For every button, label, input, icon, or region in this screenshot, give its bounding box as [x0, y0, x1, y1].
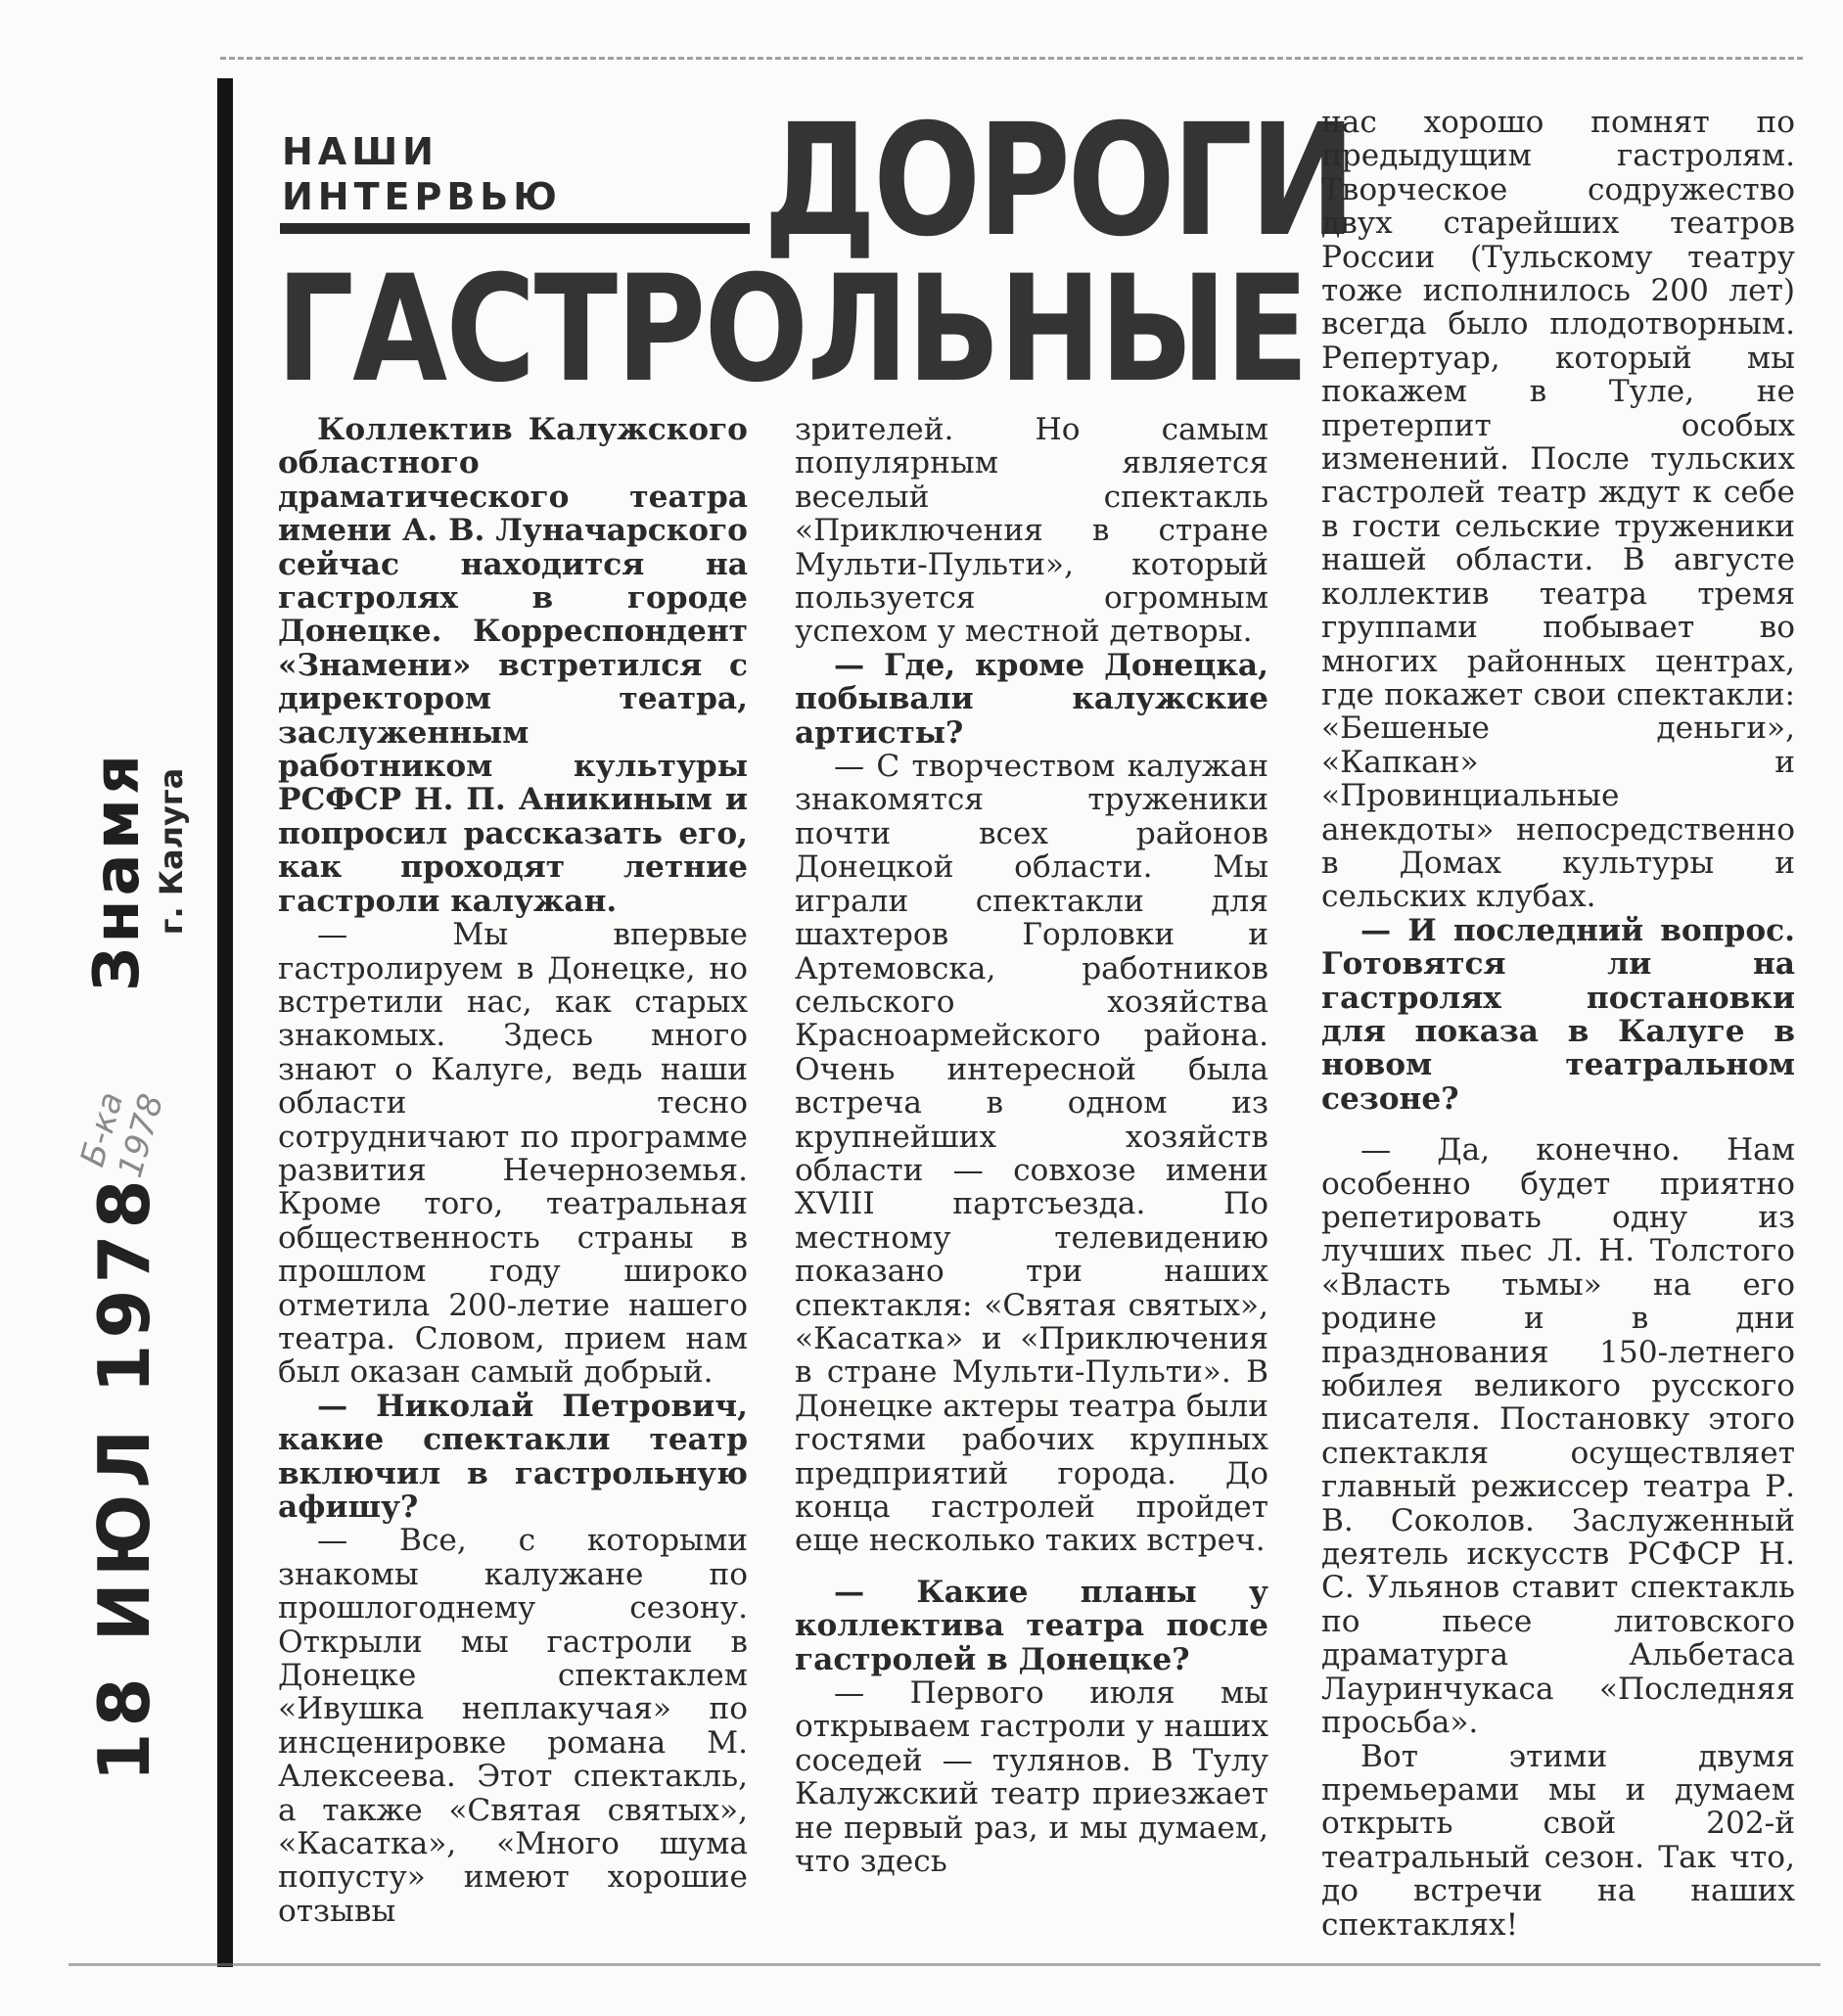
stamp-date: 18 ИЮЛ 1978 — [83, 1173, 165, 1782]
question-paragraph: — Где, кроме Донецка, побывали калужские артисты? — [795, 647, 1268, 751]
stamp-newspaper-name: Знамя — [81, 750, 154, 992]
rubric-heading — [282, 129, 742, 219]
bottom-rule — [69, 1963, 1820, 1966]
closing-paragraph: Вот этими двумя премьерами мы и думаем открыть свой 202-й театральный сезон. Так что, до встречи на наших спектаклях! — [1321, 1738, 1795, 1943]
handwritten-note: Б-ка 1978 — [72, 1087, 172, 1182]
headline-line-2: ГАСТРОЛЬНЫЕ — [276, 245, 1308, 415]
answer-paragraph: — С творчеством калужан знакомятся труженики почти всех районов Донецкой области. Мы играли спектакли для шахтеров Горловки и Артемовска, работников сельского хозяйства Красноармейского района. Очень интересной была встреча в одном из крупнейших хозяйств области — совхозе имени XVIII партсъезда. По местному телевидению показано три наших спектакля: «Святая святых», «Касатка» и «Приключения в стране Мульти-Пульти». В Донецке актеры театра были гостями рабочих крупных предприятий города. До конца гастролей пройдет еще несколько таких встреч. — [795, 749, 1269, 1559]
headline-line-1: ДОРОГИ — [763, 91, 1353, 271]
question-paragraph: — И последний вопрос. Готовятся ли на гастролях постановки для показа в Калуге в новом театральном сезоне? — [1321, 912, 1795, 1117]
article-column-1 — [278, 413, 748, 1940]
answer-paragraph: — Все, с которыми знакомы калужане по прошлогоднему сезону. Открыли мы гастроли в Донецке спектаклем «Ивушка неплакучая» по инсценировке романа М. Алексеева. Этот спектакль, а также «Святая святых», «Касатка», «Много шума попусту» имеют хорошие отзывы — [278, 1523, 748, 1929]
left-margin-bar — [217, 78, 233, 1967]
answer-paragraph: — Мы впервые гастролируем в Донецке, но встретили нас, как старых знакомых. Здесь много знают о Калуге, ведь наши области тесно сотрудничают по программе развития Нечерноземья. Кроме того, театральная общественность страны в прошлом году широко отметила 200-летие нашего театра. Словом, прием нам был оказан самый добрый. — [278, 917, 748, 1391]
top-rule — [220, 57, 1806, 60]
article-column-2 — [795, 413, 1268, 1940]
rubric-underline — [280, 223, 750, 234]
answer-paragraph: зрителей. Но самым популярным является веселый спектакль «Приключения в стране Мульти-Пульти», который пользуется огромным успехом у местной детворы. — [795, 412, 1268, 650]
article-column-3 — [1321, 106, 1795, 1946]
answer-paragraph: — Да, конечно. Нам особенно будет приятно репетировать одну из лучших пьес Л. Н. Толстого «Власть тьмы» на его родине и в дни празднования 150-летнего юбилея великого русского писателя. Постановку этого спектакля осуществляет главный режиссер театра Р. В. Соколов. Заслуженный деятель искусств РСФСР Н. С. Ульянов ставит спектакль по пьесе литовского драматурга Альбетаса Лауринчукаса «Последняя просьба». — [1321, 1132, 1795, 1741]
question-paragraph: — Николай Петрович, какие спектакли театр включил в гастрольную афишу? — [278, 1388, 748, 1525]
answer-paragraph: нас хорошо помнят по предыдущим гастролям. Творческое содружество двух старейших театров России (Тульскому театру тоже исполнилось 200 лет) всегда было плодотворным. Репертуар, который мы покажем в Туле, не претерпит особых изменений. После тульских гастролей театр ждут к себе в гости сельские труженики нашей области. В августе коллектив театра тремя группами побывает во многих районных центрах, где покажет свои спектакли: «Бешеные деньги», «Капкан» и «Провинциальные анекдоты» непосредственно в Домах культуры и сельских клубах. — [1321, 105, 1795, 915]
article-lead: Коллектив Калужского областного драматического театра имени А. В. Луначарского сейчас находится на гастролях в городе Донецке. Корреспондент «Знамени» встретился с директором театра, заслуженным работником культуры РСФСР Н. П. Аникиным и попросил рассказать его, как проходят летние гастроли калужан. — [278, 412, 748, 919]
stamp-city: г. Калуга — [153, 767, 190, 936]
question-paragraph: — Какие планы у коллектива театра после гастролей в Донецке? — [795, 1574, 1268, 1677]
rubric-line-1: НАШИ — [282, 130, 438, 173]
rubric-line-2: ИНТЕРВЬЮ — [282, 175, 562, 218]
answer-paragraph: — Первого июля мы открываем гастроли у наших соседей — тулянов. В Тулу Калужский театр приезжает не первый раз, и мы думаем, что здесь — [795, 1675, 1268, 1880]
